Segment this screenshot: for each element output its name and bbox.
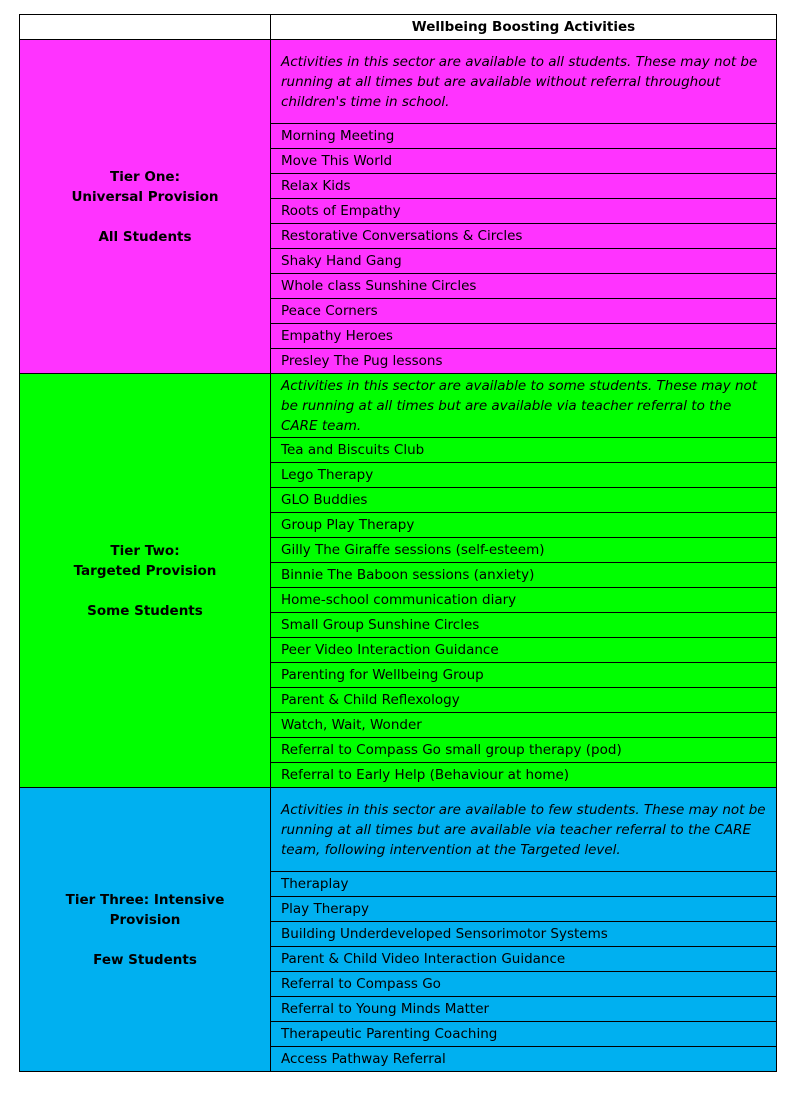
activity-item: Roots of Empathy [271, 199, 777, 224]
tier-group: Some Students [87, 602, 203, 619]
activity-item: Restorative Conversations & Circles [271, 224, 777, 249]
tier-1-label-cell [20, 40, 271, 374]
activity-item: Referral to Early Help (Behaviour at home) [271, 763, 777, 788]
wellbeing-table [19, 14, 777, 1072]
activity-item: Move This World [271, 149, 777, 174]
activity-item: Building Underdeveloped Sensorimotor Systems [271, 922, 777, 947]
activity-item: Tea and Biscuits Club [271, 438, 777, 463]
activity-item: Peace Corners [271, 299, 777, 324]
tier-title: Tier Three: Intensive Provision [65, 891, 225, 928]
activity-item: Referral to Compass Go [271, 972, 777, 997]
activity-item: Parent & Child Video Interaction Guidance [271, 947, 777, 972]
activity-item: Access Pathway Referral [271, 1047, 777, 1072]
tier-provision: Targeted Provision [73, 562, 217, 579]
activity-item: Empathy Heroes [271, 324, 777, 349]
activity-item: Referral to Compass Go small group therapy (pod) [271, 738, 777, 763]
activity-item: Therapeutic Parenting Coaching [271, 1022, 777, 1047]
tier-2-description: Activities in this sector are available to some students. These may not be running at all times but are available via teacher referral to the CARE team. [271, 374, 777, 438]
activity-item: Play Therapy [271, 897, 777, 922]
activity-item: Parenting for Wellbeing Group [271, 663, 777, 688]
label-spacer [30, 581, 260, 601]
tier-title: Tier Two: [110, 542, 180, 559]
tier-3-note-row [20, 788, 777, 872]
activity-item: Whole class Sunshine Circles [271, 274, 777, 299]
activity-item: Home-school communication diary [271, 588, 777, 613]
tier-1-description: Activities in this sector are available to all students. These may not be running at all times but are available without referral throughout children's time in school. [271, 40, 777, 124]
activity-item: Presley The Pug lessons [271, 349, 777, 374]
activity-item: GLO Buddies [271, 488, 777, 513]
tier-group: All Students [98, 228, 192, 245]
activity-item: Gilly The Giraffe sessions (self-esteem) [271, 538, 777, 563]
tier-2-note-row [20, 374, 777, 438]
tier-title: Tier One: [110, 168, 180, 185]
activity-item: Watch, Wait, Wonder [271, 713, 777, 738]
table-title: Wellbeing Boosting Activities [271, 15, 777, 40]
activity-item: Theraplay [271, 872, 777, 897]
header-blank-cell [20, 15, 271, 40]
tier-3-label-cell [20, 788, 271, 1072]
activity-item: Binnie The Baboon sessions (anxiety) [271, 563, 777, 588]
table-body [20, 15, 777, 1072]
label-spacer [30, 207, 260, 227]
activity-item: Shaky Hand Gang [271, 249, 777, 274]
header-row [20, 15, 777, 40]
tier-1-note-row [20, 40, 777, 124]
activity-item: Lego Therapy [271, 463, 777, 488]
activity-item: Parent & Child Reflexology [271, 688, 777, 713]
activity-item: Relax Kids [271, 174, 777, 199]
activity-item: Referral to Young Minds Matter [271, 997, 777, 1022]
activity-item: Group Play Therapy [271, 513, 777, 538]
tier-3-description: Activities in this sector are available to few students. These may not be running at all times but are available via teacher referral to the CARE team, following intervention at the Targeted level. [271, 788, 777, 872]
tier-provision: Universal Provision [71, 188, 219, 205]
activity-item: Morning Meeting [271, 124, 777, 149]
tier-2-label-cell [20, 374, 271, 788]
tier-group: Few Students [93, 951, 197, 968]
activity-item: Peer Video Interaction Guidance [271, 638, 777, 663]
activity-item: Small Group Sunshine Circles [271, 613, 777, 638]
label-spacer [30, 930, 260, 950]
